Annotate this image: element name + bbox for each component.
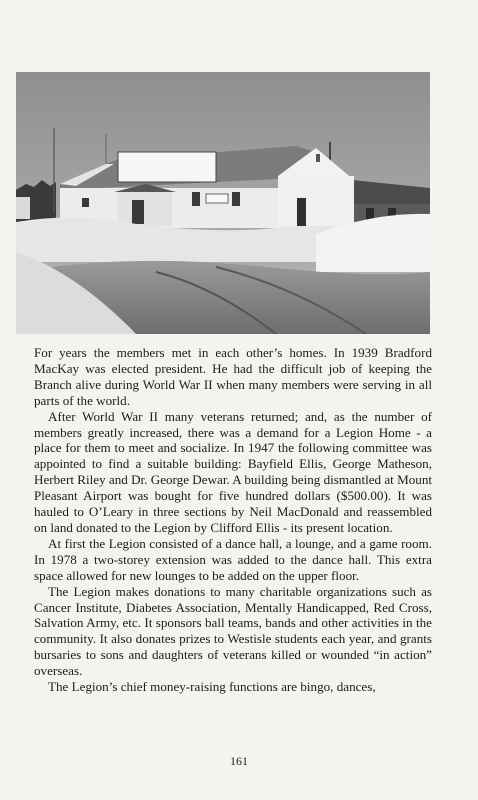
legion-building-photo (16, 72, 430, 334)
body-text (34, 345, 432, 695)
paragraph-3: At first the Legion consisted of a dance hall, a lounge, and a game room. In 1978 a two-storey extension was added to the dance hall. This extra space allowed for new lounges to be added on the upper floor. (34, 535, 432, 583)
paragraph-1: For years the members met in each other’s homes. In 1939 Bradford MacKay was elected president. He had the difficult job of keeping the Branch alive during World War II when many members were serving in all parts of the world. (34, 345, 432, 408)
paragraph-2: After World War II many veterans returned; and, as the number of members greatly increased, there was a demand for a Legion Home - a place for them to meet and socialize. In 1947 the following committee was appointed to find a suitable building: Bayfield Ellis, George Matheson, Herbert Riley and Dr. George Dewar. A building being dismantled at Mount Pleasant Airport was bought for five hundred dollars ($500.00). It was hauled to O’Leary in three sections by Neil MacDonald and reassembled on land donated to the Legion by Clifford Ellis - its present location. (34, 408, 432, 535)
page-number: 161 (230, 754, 248, 768)
paragraph-4: The Legion makes donations to many charitable organizations such as Cancer Institute, Diabetes Association, Mentally Handicapped, Red Cross, Salvation Army, etc. It sponsors ball teams, bands and other activities in the community. It also donates prizes to Westisle students each year, and grants bursaries to sons and daughters of veterans killed or wounded “in action” overseas. (34, 583, 432, 679)
paragraph-5: The Legion’s chief money-raising functions are bingo, dances, (48, 679, 376, 695)
